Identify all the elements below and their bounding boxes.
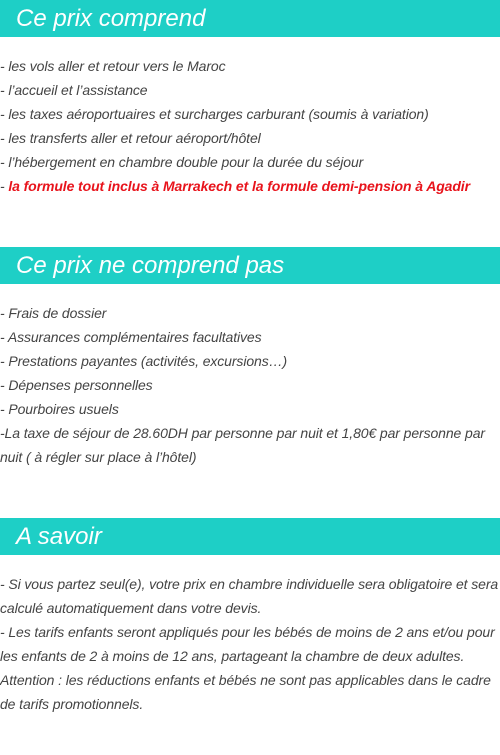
good-to-know-list [0,572,500,716]
highlighted-formula-text: la formule tout inclus à Marrakech et la formule demi-pension à Agadir [8,178,470,194]
list-item: - les transferts aller et retour aéroport/hôtel [0,130,261,146]
list-item: - Les tarifs enfants seront appliqués pour les bébés de moins de 2 ans et/ou pour les enfants de 2 à moins de 12 ans, partageant la chambre de deux adultes. Attention : les réductions enfants et bébés ne sont pas applicables dans le cadre de tarifs promotionnels. [0,624,495,712]
price-excludes-list [0,301,500,469]
list-item: - Si vous partez seul(e), votre prix en chambre individuelle sera obligatoire et sera calculé automatiquement dans votre devis. [0,576,499,616]
list-item: - Dépenses personnelles [0,377,153,393]
list-item-highlight [0,174,500,198]
price-includes-list [0,54,500,198]
list-item: - Prestations payantes (activités, excursions…) [0,353,288,369]
section-header-price-excludes: Ce prix ne comprend pas [0,247,500,284]
list-item: - Frais de dossier [0,305,107,321]
section-header-price-includes: Ce prix comprend [0,0,500,37]
list-item: - les vols aller et retour vers le Maroc [0,58,226,74]
list-item: - l’hébergement en chambre double pour la durée du séjour [0,154,364,170]
section-header-good-to-know: A savoir [0,518,500,555]
list-item: -La taxe de séjour de 28.60DH par personne par nuit et 1,80€ par personne par nuit ( à régler sur place à l’hôtel) [0,425,485,465]
list-item: - Assurances complémentaires facultatives [0,329,262,345]
list-item: - l’accueil et l’assistance [0,82,148,98]
list-item: - Pourboires usuels [0,401,119,417]
list-item-prefix: - [0,178,9,194]
list-item: - les taxes aéroportuaires et surcharges carburant (soumis à variation) [0,106,429,122]
